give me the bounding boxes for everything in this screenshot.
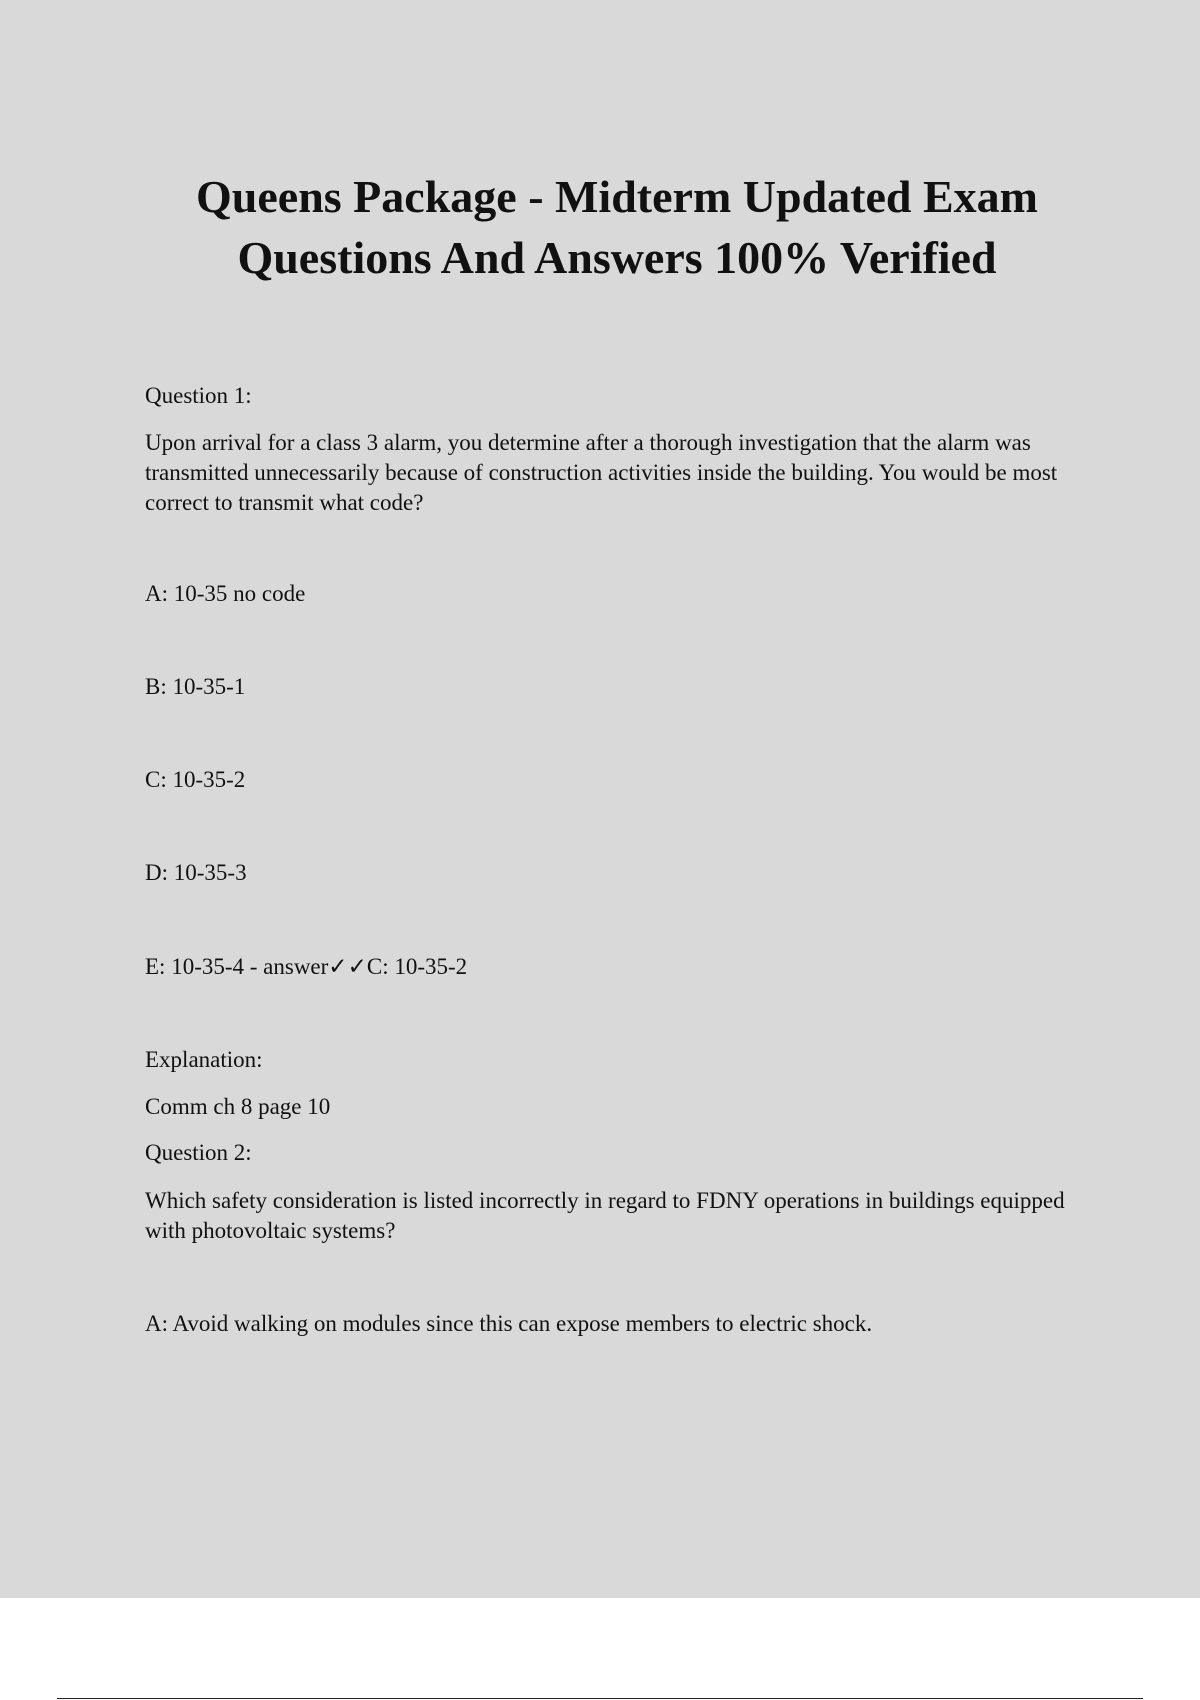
title-line-1: Queens Package - Midterm Updated Exam [196, 171, 1038, 222]
question-1-option-d: D: 10-35-3 [145, 860, 247, 885]
question-1-option-b: B: 10-35-1 [145, 674, 246, 699]
question-1-explanation-label: Explanation: [145, 1047, 263, 1072]
question-1-option-e-with-answer: E: 10-35-4 - answer✓✓C: 10-35-2 [145, 954, 468, 979]
footer-divider [57, 1698, 1143, 1699]
question-1-label: Question 1: [145, 383, 252, 408]
document-title [0, 166, 1200, 288]
question-2-label: Question 2: [145, 1140, 252, 1165]
question-1-option-c: C: 10-35-2 [145, 767, 246, 792]
question-1-text: Upon arrival for a class 3 alarm, you determine after a thorough investigation that the alarm was transmitted unnecessarily because of construction activities inside the building. You would be most correct to transmit what code? [145, 430, 1058, 515]
title-line-2: Questions And Answers 100% Verified [237, 232, 997, 283]
question-2-text: Which safety consideration is listed incorrectly in regard to FDNY operations in buildings equipped with photovoltaic systems? [145, 1188, 1065, 1243]
question-1-explanation-text: Comm ch 8 page 10 [145, 1094, 331, 1119]
question-1-option-a: A: 10-35 no code [145, 581, 306, 606]
question-2-option-a: A: Avoid walking on modules since this can expose members to electric shock. [145, 1311, 873, 1336]
